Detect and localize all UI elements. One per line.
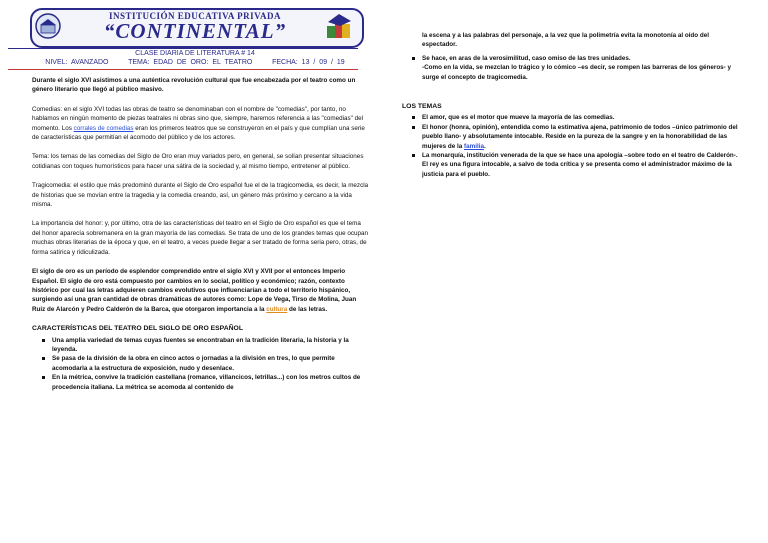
tragicomedia-paragraph: Tragicomedia: el estilo que más predominó durante el Siglo de Oro español fue el de la tragicomedia, es decir, la mezcla de historias que se movían entre la tragedia y la comedia creando, así, un género más próximo y cercano a la vida misma.	[32, 182, 369, 209]
siglo-oro-text: El siglo de oro es un período de esplendor comprendido entre el siglo XVI y XVII por el entonces Imperio Español. El siglo de oro está compuesto por cambios en lo social, político y económico; razón, contexto histórico por cual las letras adquieren cambios evolutivos que influenciarían a todo el territorio hispánico, surgiendo así una gran cantidad de obras dramáticas de autores como: Lope de Vega, Tirso de Molina, Juan Ruiz de Alarcón y Pedro Calderón de la Barca, que otorgaron importancia a la	[32, 268, 357, 313]
list-item: Se pasa de la división de la obra en cinco actos o jornadas a la división en tres, lo que permite acomodarla a la estructura de exposición, nudo y desenlace.	[46, 354, 369, 373]
cultura-link[interactable]: cultura	[266, 305, 288, 313]
class-title: CLASE DIARIA DE LITERATURA # 14	[135, 50, 255, 57]
comedias-text: Comedias: en el siglo XVI todas las obras de teatro se denominaban con el nombre de "comedias", por tanto, no hablamos en ningún momento de piezas teatrales ni obras sino que, siempre, haremos referencia a las "comedias" del momento. Los	[32, 105, 364, 132]
siglo-oro-paragraph	[32, 267, 369, 314]
comedias-paragraph	[32, 105, 369, 143]
honor-tail: .	[483, 142, 486, 150]
list-item: La monarquía, institución venerada de la que se hace una apología –sobre todo en el teatro de Calderón-. El rey es una figura intocable, a salvo de toda crítica y se presenta como el administrador máximo de la justicia para el pueblo.	[416, 151, 738, 179]
list-item: El amor, que es el motor que mueve la mayoría de las comedias.	[416, 113, 738, 122]
section-title: CARACTERÍSTICAS DEL TEATRO DEL SIGLO DE ORO ESPAÑOL	[32, 325, 243, 333]
header-divider	[8, 48, 358, 49]
tragicomedia-note: -Como en la vida, se mezclan lo trágico y lo cómico –es decir, se rompen las barreras de los géneros- y surge el concepto de tragicomedia.	[422, 64, 732, 81]
honor-text: El honor (honra, opinión), entendida como la estimativa ajena, patrimonio de todos –único patrimonio del pueblo llano- y absolutamente intocable. Reside en la pureza de la sangre y en la honorabilidad de las mujeres de la	[422, 123, 738, 150]
institution-label: INSTITUCIÓN EDUCATIVA PRIVADA	[108, 11, 282, 21]
list-item: En la métrica, convive la tradición castellana (romance, villancicos, letrillas...) con los metros cultos de procedencia italiana. La métrica se acomoda al contenido de	[46, 373, 369, 392]
level-label: NIVEL: AVANZADO	[45, 59, 109, 66]
list-item: Se hace, en aras de la verosimilitud, caso omiso de las tres unidades.	[416, 54, 738, 63]
temas-list	[402, 113, 738, 179]
class-info-line	[30, 59, 360, 66]
continuation-text: la escena y a las palabras del personaje, a la vez que la polimetría evita la monotonía al oído del espectador.	[422, 32, 709, 49]
topic-label: TEMA: EDAD DE ORO: EL TEATRO	[128, 59, 253, 66]
characteristics-list	[32, 336, 369, 392]
unidades-list	[402, 54, 738, 63]
date-label: FECHA: 13 / 09 / 19	[272, 59, 345, 66]
list-item: Una amplia variedad de temas cuyas fuentes se encontraban en la tradición literaria, la historia y la leyenda.	[46, 336, 369, 355]
list-item	[416, 123, 738, 151]
siglo-oro-text-end: de las letras.	[287, 305, 328, 313]
school-crest-icon	[34, 12, 62, 40]
corrales-link[interactable]: corrales de comedias	[73, 124, 134, 132]
tema-paragraph: Tema: los temas de las comedias del Siglo de Oro eran muy variados pero, en general, se solían presentar situaciones cotidianas con toques humorísticos para hacer una sátira de la sociedad y, al mismo tiempo, entretener al público.	[32, 153, 364, 170]
intro-paragraph: Durante el siglo XVI asistimos a una auténtica revolución cultural que fue encabezada por el teatro como un género literario que llegó al público masivo.	[32, 77, 356, 94]
books-decoration-icon	[324, 12, 354, 40]
right-column	[402, 31, 738, 179]
left-column	[32, 76, 369, 392]
temas-title: LOS TEMAS	[402, 103, 442, 111]
honor-paragraph: La importancia del honor: y, por último, otra de las características del teatro en el Siglo de Oro español es que el tema del honor aparecía sobremanera en la gran mayoría de las comedias. Se trata de uno de los grandes temas que ocupan muchas obras literarias de la época y que, en el teatro, a veces puede llegar a ser tratado de forma seria pero, otras, de forma satírica y ridiculizada.	[32, 220, 369, 256]
familia-link[interactable]: familia	[464, 142, 484, 150]
comedias-text-end: eran los primeros teatros que se construyeron en el país y que cumplían una serie de características que permitían el acomodo del público y de los actores.	[32, 124, 365, 142]
info-divider	[8, 69, 358, 70]
school-header	[30, 8, 360, 46]
school-name: “CONTINENTAL”	[103, 19, 287, 43]
